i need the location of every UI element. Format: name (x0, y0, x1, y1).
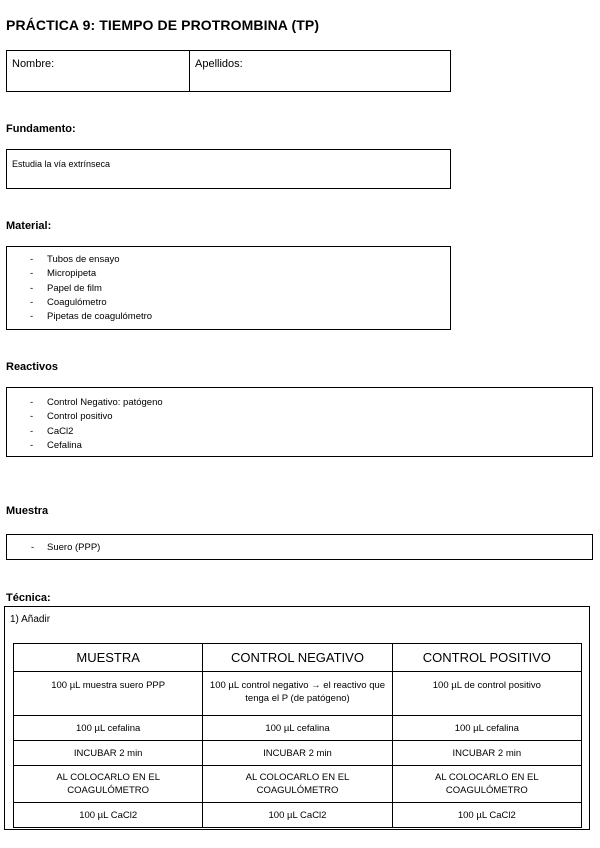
table-row (14, 766, 582, 803)
table-cell: 100 µL control negativo → el reactivo que tenga el P (de patógeno) (203, 672, 392, 716)
table-cell: 100 µL cefalina (203, 716, 392, 741)
list-item: - Suero (PPP) (7, 541, 592, 555)
table-cell: 100 µL CaCl2 (392, 803, 581, 828)
muestra-list (7, 541, 592, 555)
tecnica-box (4, 606, 590, 830)
tecnica-step: 1) Añadir (10, 614, 51, 625)
table-cell: AL COLOCARLO EN EL COAGULÓMETRO (203, 766, 392, 803)
list-item: - Cefalina (7, 439, 592, 453)
fundamento-heading: Fundamento: (6, 123, 76, 135)
table-cell: INCUBAR 2 min (203, 741, 392, 766)
table-cell: INCUBAR 2 min (14, 741, 203, 766)
tecnica-heading: Técnica: (6, 592, 51, 604)
column-header-muestra: MUESTRA (14, 644, 203, 672)
nombre-field[interactable]: Nombre: (7, 51, 190, 91)
table-row (14, 741, 582, 766)
reactivos-heading: Reactivos (6, 361, 58, 373)
name-form (6, 50, 451, 92)
table-cell: 100 µL CaCl2 (14, 803, 203, 828)
material-list (7, 253, 450, 324)
list-item: - Micropipeta (7, 267, 450, 281)
apellidos-field[interactable]: Apellidos: (195, 58, 243, 70)
table-cell: 100 µL cefalina (392, 716, 581, 741)
page-title: PRÁCTICA 9: TIEMPO DE PROTROMBINA (TP) (6, 17, 320, 33)
list-item: - Coagulómetro (7, 296, 450, 310)
table-cell: INCUBAR 2 min (392, 741, 581, 766)
tecnica-table (13, 643, 582, 828)
list-item: - Control Negativo: patógeno (7, 396, 592, 410)
list-item: - CaCl2 (7, 425, 592, 439)
material-heading: Material: (6, 220, 52, 232)
list-item: - Control positivo (7, 410, 592, 424)
table-cell: 100 µL muestra suero PPP (14, 672, 203, 716)
fundamento-box: Estudia la vía extrínseca (6, 149, 451, 189)
column-header-control-positivo: CONTROL POSITIVO (392, 644, 581, 672)
table-cell: 100 µL CaCl2 (203, 803, 392, 828)
table-row (14, 803, 582, 828)
reactivos-list (7, 396, 592, 453)
column-header-control-negativo: CONTROL NEGATIVO (203, 644, 392, 672)
muestra-heading: Muestra (6, 505, 49, 517)
material-box (6, 246, 451, 330)
table-row (14, 672, 582, 716)
reactivos-box (6, 387, 593, 457)
table-cell: 100 µL cefalina (14, 716, 203, 741)
list-item: - Tubos de ensayo (7, 253, 450, 267)
muestra-box (6, 534, 593, 560)
table-cell: AL COLOCARLO EN EL COAGULÓMETRO (392, 766, 581, 803)
table-row (14, 716, 582, 741)
table-cell: AL COLOCARLO EN EL COAGULÓMETRO (14, 766, 203, 803)
table-cell: 100 µL de control positivo (392, 672, 581, 716)
list-item: - Pipetas de coagulómetro (7, 310, 450, 324)
list-item: - Papel de film (7, 282, 450, 296)
